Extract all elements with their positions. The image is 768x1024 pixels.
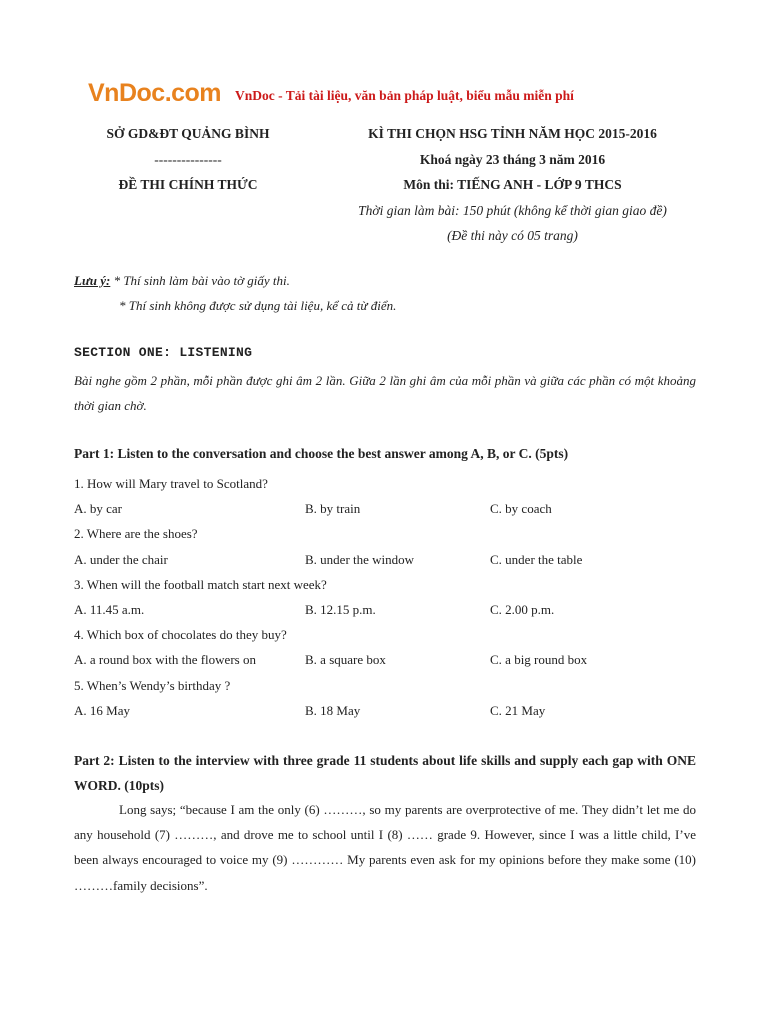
exam-subject: Môn thi: TIẾNG ANH - LỚP 9 THCS — [403, 177, 622, 192]
question-text: 2. Where are the shoes? — [74, 526, 198, 542]
answer-options — [74, 647, 714, 672]
brand-header — [88, 76, 574, 106]
note-1: * Thí sinh làm bài vào tờ giấy thi. — [110, 273, 290, 288]
logo-text: VnDoc — [88, 79, 165, 107]
answer-options — [74, 597, 714, 622]
section-one-title: SECTION ONE: LISTENING — [74, 345, 253, 360]
notes-label: Lưu ý: — [74, 273, 111, 288]
question-text: 3. When will the football match start next week? — [74, 576, 327, 592]
option-a: A. 11.45 a.m. — [74, 601, 145, 617]
option-b: B. a square box — [305, 652, 386, 668]
option-c: C. under the table — [490, 551, 583, 567]
exam-duration: Thời gian làm bài: 150 phút (không kể thời gian giao đề) — [358, 202, 667, 218]
answer-options — [74, 496, 714, 521]
option-a: A. by car — [74, 501, 123, 517]
option-c: C. 21 May — [490, 702, 546, 718]
note-2: * Thí sinh không được sử dụng tài liệu, kể cả từ điển. — [119, 298, 397, 313]
option-b: B. under the window — [305, 551, 415, 567]
question-text: 1. How will Mary travel to Scotland? — [74, 476, 268, 491]
section-one-description: Bài nghe gồm 2 phần, mỗi phần được ghi âm 2 lần. Giữa 2 lần ghi âm của mỗi phần và giữa các phần có một khoảng thời gian chờ. — [74, 373, 696, 413]
exam-notes — [74, 268, 396, 318]
official-exam-label: ĐỀ THI CHÍNH THỨC — [118, 177, 258, 192]
brand-tagline: VnDoc - Tải tài liệu, văn bản pháp luật, biểu mẫu miễn phí — [235, 88, 574, 103]
option-c: C. by coach — [490, 501, 552, 517]
logo-domain: .com — [164, 79, 222, 107]
exam-title: KÌ THI CHỌN HSG TỈNH NĂM HỌC 2015-2016 — [368, 126, 657, 141]
answer-options — [74, 547, 714, 572]
option-a: A. under the chair — [74, 551, 168, 567]
part2-passage: Long says; “because I am the only (6) ………, so my parents are overprotective of me. They didn’t let me do any household (7) ………, and drove me to school until I (8) …… grade 9. However, since I was a little child, I’ve been always encouraged to voice my (9) ………… My parents even ask for my opinions before they make some (10) ………family decisions”. — [74, 802, 696, 893]
exam-page-count: (Đề thi này có 05 trang) — [447, 228, 578, 243]
option-c: C. a big round box — [490, 652, 588, 668]
option-b: B. 18 May — [305, 702, 361, 718]
department-name: SỞ GD&ĐT QUẢNG BÌNH — [106, 126, 270, 141]
exam-date: Khoá ngày 23 tháng 3 năm 2016 — [419, 151, 606, 167]
option-b: B. 12.15 p.m. — [305, 601, 376, 617]
question-text: 4. Which box of chocolates do they buy? — [74, 627, 287, 643]
vndoc-logo[interactable] — [88, 81, 221, 106]
option-a: A. 16 May — [74, 702, 130, 718]
header-divider: --------------- — [154, 151, 222, 167]
part2-title: Part 2: Listen to the interview with three grade 11 students about life skills and supply each gap with ONE WORD. (10pts) — [74, 753, 696, 793]
option-c: C. 2.00 p.m. — [490, 601, 555, 617]
exam-info-header — [335, 121, 690, 249]
question-text: 5. When’s Wendy’s birthday ? — [74, 677, 231, 693]
part1-title: Part 1: Listen to the conversation and choose the best answer among A, B, or C. (5pts) — [74, 446, 569, 461]
department-header — [100, 121, 276, 198]
answer-options — [74, 698, 714, 723]
option-a: A. a round box with the flowers on — [74, 652, 256, 668]
option-b: B. by train — [305, 501, 361, 517]
part1-questions — [74, 471, 714, 723]
